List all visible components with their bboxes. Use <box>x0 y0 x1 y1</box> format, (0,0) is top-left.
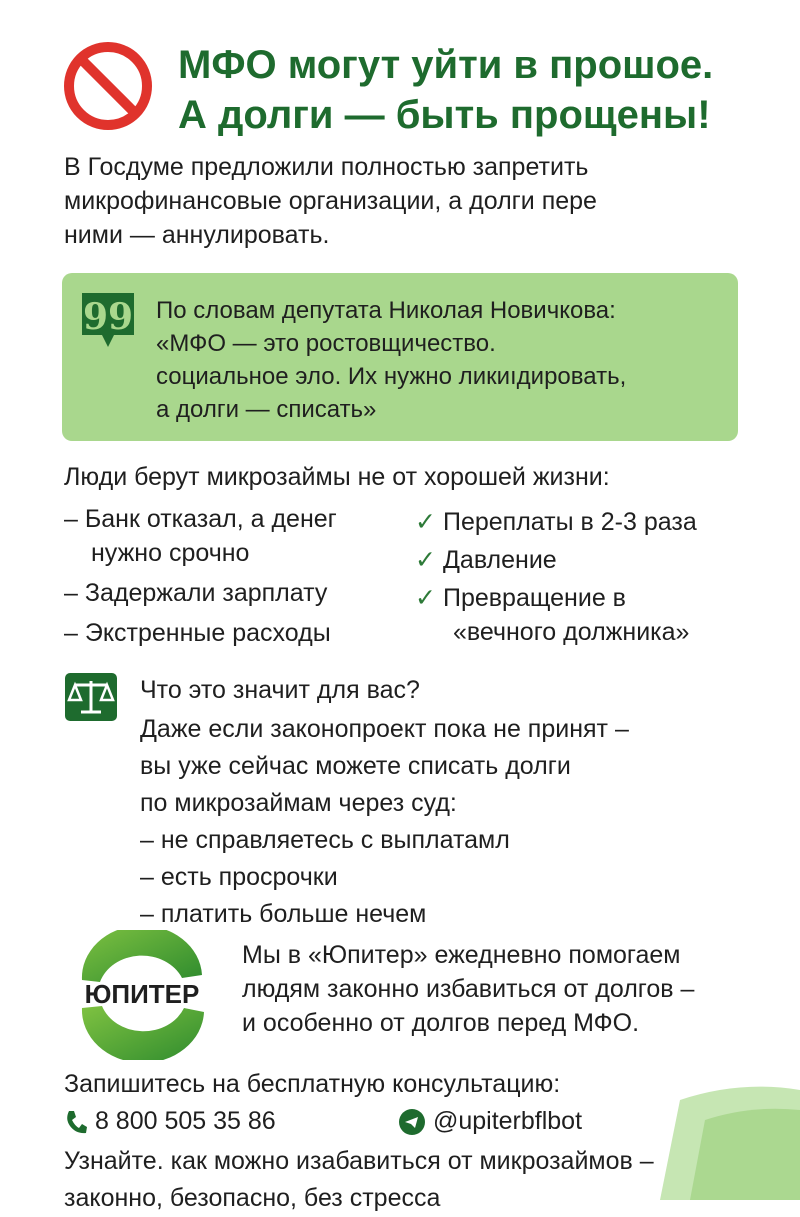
meaning-line: – есть просрочки <box>140 863 338 891</box>
meaning-line: по микрозаймам через суд: <box>140 789 457 817</box>
footer-line: законно, безопасно, без стресса <box>64 1184 441 1212</box>
title-line-2: А долги — быть прощены! <box>178 93 711 137</box>
reasons-heading: Люди берут микрозаймы не от хорошей жизни: <box>64 463 610 491</box>
quote-icon <box>80 291 136 351</box>
quote-line: По словам депутата Николая Новичкова: <box>156 297 616 324</box>
jupiter-line: Мы в «Юпитер» ежедневно помогаем <box>242 941 681 969</box>
prohibition-icon <box>62 40 154 132</box>
meaning-title: Что это значит для вас? <box>140 676 420 704</box>
phone-number: 8 800 505 35 86 <box>94 1107 276 1135</box>
check-icon: ✓ <box>415 546 436 574</box>
telegram-icon <box>398 1108 426 1136</box>
list-item: ✓ Превращение в «вечного должника» <box>415 581 785 649</box>
meaning-line: Даже если законопроект пока не принят – <box>140 715 629 743</box>
intro-line: В Госдуме предложили полностью запретить <box>64 153 589 181</box>
meaning-line: вы уже сейчас можете списать долги <box>140 752 571 780</box>
jupiter-line: и особенно от долгов перед МФО. <box>242 1009 640 1037</box>
consequences-list <box>415 505 785 653</box>
list-item: – Экстренные расходы <box>64 619 331 647</box>
jupiter-logo <box>62 930 222 1060</box>
contact-row <box>64 1103 800 1143</box>
telegram-link[interactable] <box>398 1103 582 1140</box>
intro-paragraph <box>64 150 754 252</box>
phone-icon <box>64 1109 88 1135</box>
list-item: ✓ Переплаты в 2-3 раза <box>415 505 785 539</box>
title-line-1: МФО могут уйти в прошое. <box>178 43 714 87</box>
contact-section <box>64 1066 800 1217</box>
reasons-left-list <box>64 502 404 656</box>
footer-line: Узнайте. как можно изабавиться от микрозаймов – <box>64 1147 654 1175</box>
phone-link[interactable] <box>64 1103 276 1140</box>
check-icon: ✓ <box>415 584 436 612</box>
list-item: – Задержали зарплату <box>64 579 328 607</box>
telegram-handle: @upiterbflbot <box>432 1107 583 1135</box>
quote-line: а долги — списать» <box>156 396 377 423</box>
meaning-line: – не справляетесь с выплатамл <box>140 826 510 854</box>
jupiter-description <box>242 938 782 1040</box>
intro-line: ними — аннулировать. <box>64 221 330 249</box>
list-item: ✓ Давление <box>415 543 785 577</box>
quote-text <box>156 294 726 426</box>
meaning-section <box>140 672 760 933</box>
logo-text: ЮПИТЕР <box>84 979 200 1009</box>
svg-text:99: 99 <box>82 296 134 338</box>
list-item: – Банк отказал, а денег нужно срочно <box>64 505 337 567</box>
check-icon: ✓ <box>415 508 436 536</box>
quote-line: «МФО — это ростовщичество. <box>156 330 496 357</box>
intro-line: микрофинансовые организации, а долги пере <box>64 187 597 215</box>
meaning-line: – платить больше нечем <box>140 900 427 928</box>
scales-icon <box>64 672 118 722</box>
jupiter-line: людям законно избавиться от долгов – <box>242 975 695 1003</box>
page-title <box>178 40 778 140</box>
quote-line: социальное эло. Их нужно ликиıдировать, <box>156 363 627 390</box>
cta-text: Запишитесь на бесплатную консультацию: <box>64 1070 561 1098</box>
